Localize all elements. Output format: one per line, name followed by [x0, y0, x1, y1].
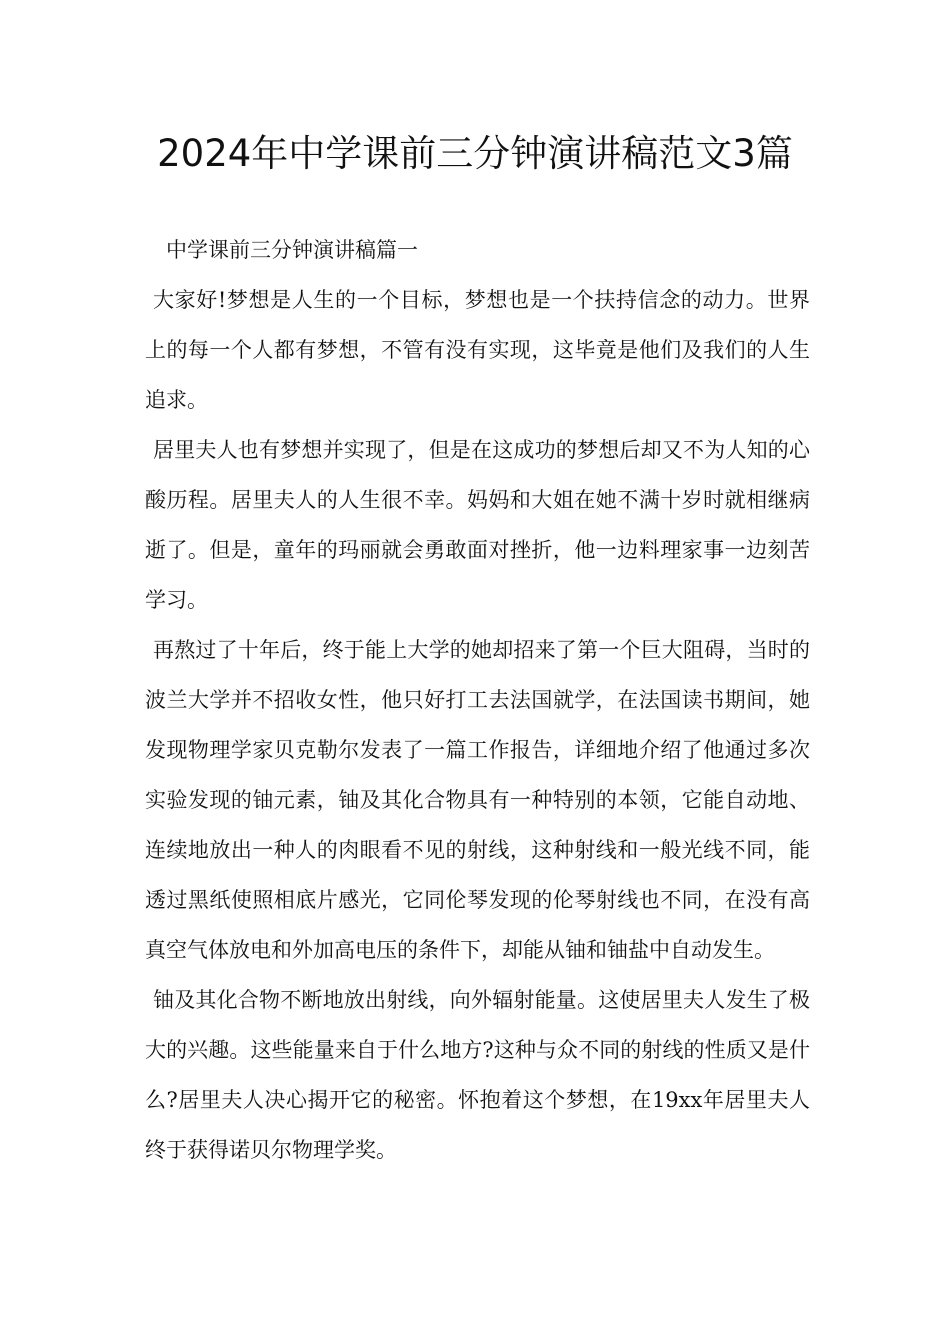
paragraph: 居里夫人也有梦想并实现了，但是在这成功的梦想后却又不为人知的心酸历程。居里夫人的人生很不幸。妈妈和大姐在她不满十岁时就相继病逝了。但是，童年的玛丽就会勇敢面对挫折，他一边料理家事一边刻苦学习。: [145, 438, 810, 612]
section-heading: 中学课前三分钟演讲稿篇一: [166, 238, 418, 262]
document-title: 2024年中学课前三分钟演讲稿范文3篇: [157, 132, 793, 175]
document-body: [145, 225, 810, 1175]
paragraph: 再熬过了十年后，终于能上大学的她却招来了第一个巨大阻碍，当时的波兰大学并不招收女性，他只好打工去法国就学，在法国读书期间，她发现物理学家贝克勒尔发表了一篇工作报告，详细地介绍了他通过多次实验发现的铀元素，铀及其化合物具有一种特别的本领，它能自动地、连续地放出一种人的肉眼看不见的射线，这种射线和一般光线不同，能透过黑纸使照相底片感光，它同伦琴发现的伦琴射线也不同，在没有高真空气体放电和外加高电压的条件下，却能从铀和铀盐中自动发生。: [145, 638, 810, 962]
paragraph: 铀及其化合物不断地放出射线，向外辐射能量。这使居里夫人发生了极大的兴趣。这些能量来自于什么地方?这种与众不同的射线的性质又是什么?居里夫人决心揭开它的秘密。怀抱着这个梦想，在19xx年居里夫人终于获得诺贝尔物理学奖。: [145, 988, 810, 1162]
paragraph: 大家好!梦想是人生的一个目标，梦想也是一个扶持信念的动力。世界上的每一个人都有梦想，不管有没有实现，这毕竟是他们及我们的人生追求。: [145, 288, 810, 412]
